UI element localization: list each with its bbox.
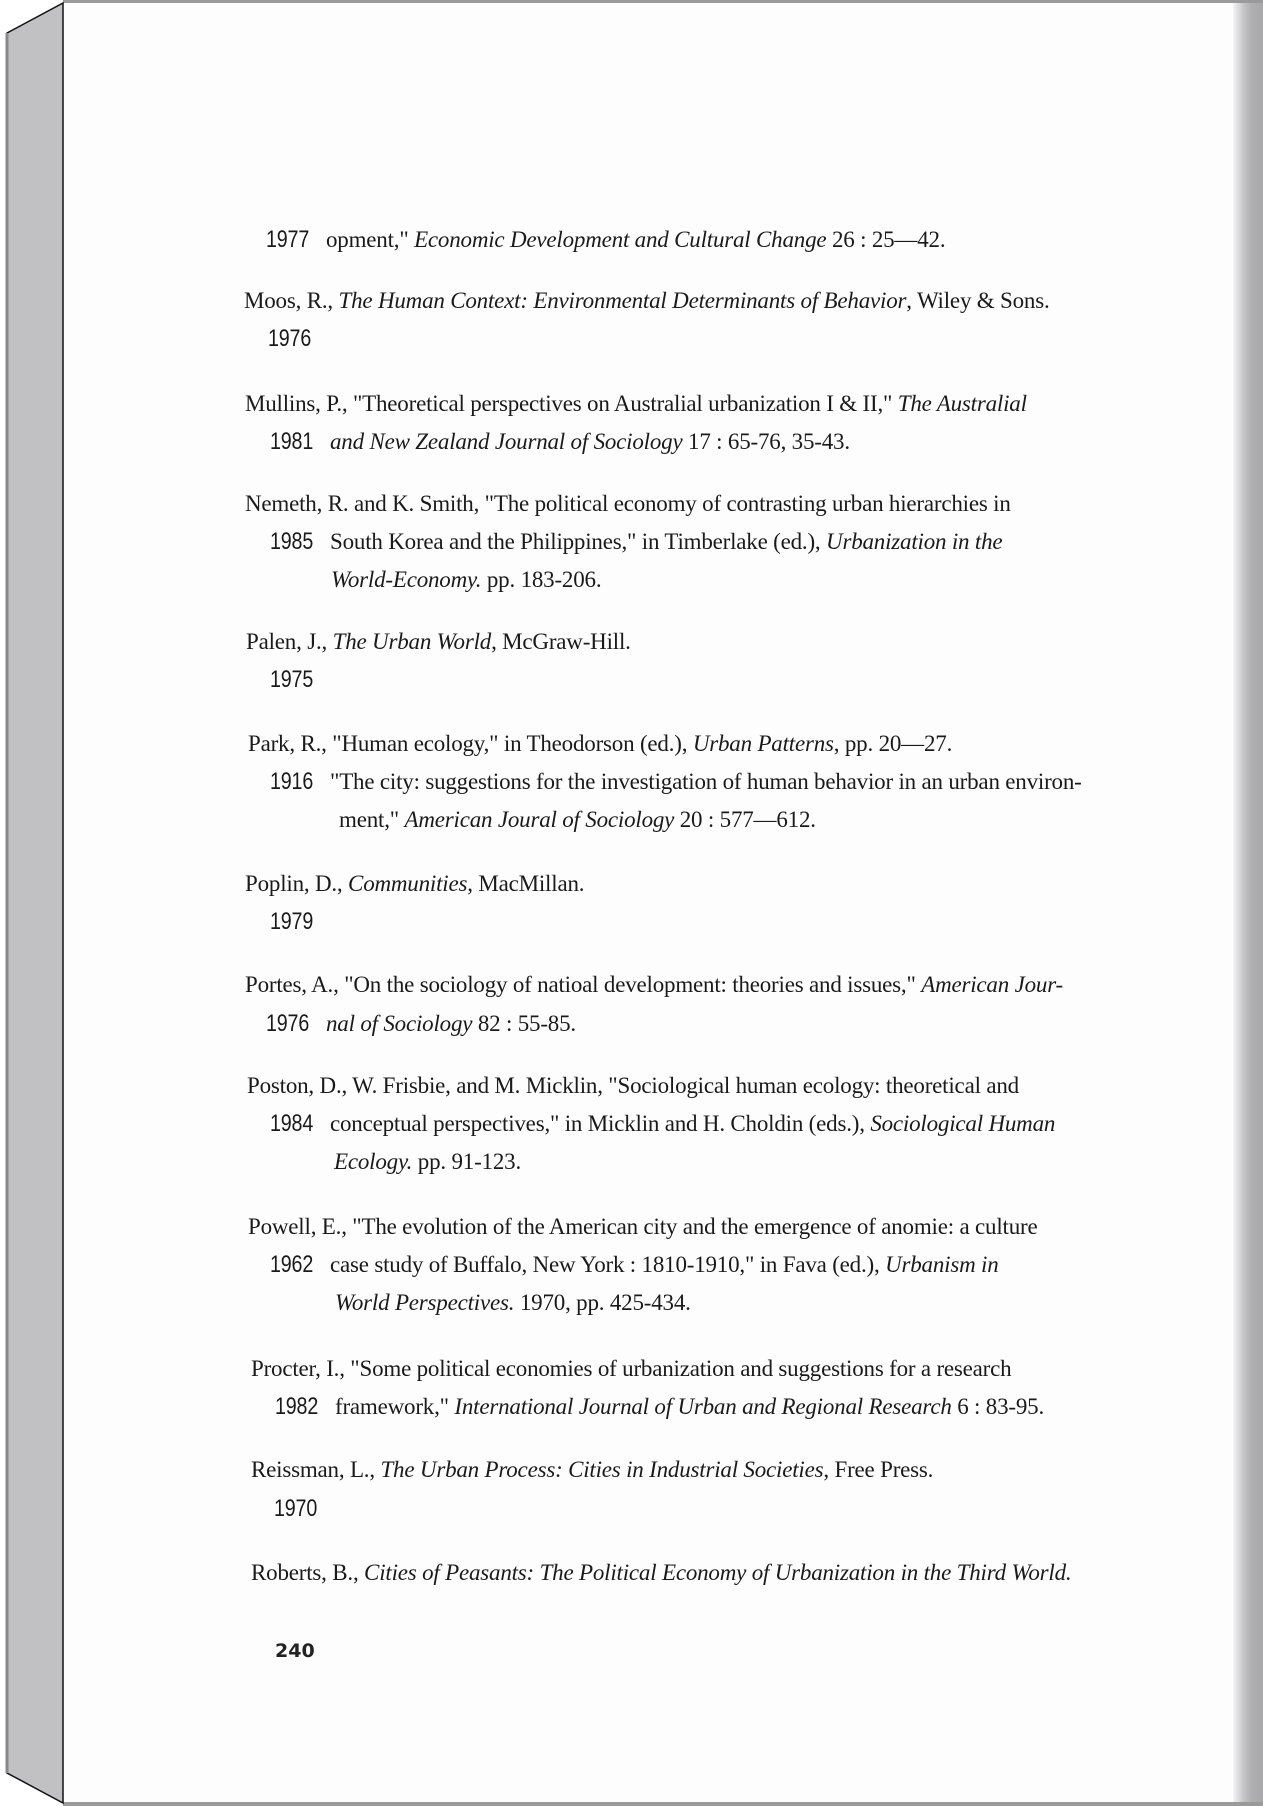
reference-line: [245, 390, 1027, 418]
book-frame-bottom-edge: [63, 1802, 1263, 1806]
reference-title-italic: Ecology.: [334, 1149, 413, 1174]
reference-text: , McGraw-Hill.: [491, 629, 631, 654]
reference-text: "The city: suggestions for the investigation of human behavior in an urban environ-: [330, 769, 1082, 794]
reference-line: [244, 287, 1050, 315]
reference-text: pp. 183-206.: [481, 567, 602, 592]
reference-text: 17 : 65-76, 35-43.: [682, 429, 850, 454]
reference-title-italic: American Joural of Sociology: [404, 807, 675, 832]
reference-text: South Korea and the Philippines," in Timberlake (ed.),: [330, 529, 827, 554]
reference-line: [245, 870, 584, 898]
reference-text: Nemeth, R. and K. Smith, "The political economy of contrasting urban hierarchies in: [245, 491, 1011, 516]
reference-title-italic: Economic Development and Cultural Change: [414, 227, 827, 252]
reference-line: [246, 628, 631, 656]
reference-title-italic: and New Zealand Journal of Sociology: [330, 429, 683, 454]
reference-title-italic: nal of Sociology: [326, 1011, 473, 1036]
reference-text: 1970, pp. 425-434.: [514, 1290, 691, 1315]
reference-text: 82 : 55-85.: [472, 1011, 576, 1036]
book-page-edge-shadow: [1233, 3, 1263, 1802]
reference-line: [247, 1072, 1019, 1100]
reference-text: Palen, J.,: [246, 629, 333, 654]
reference-year: 1985: [270, 528, 314, 555]
reference-text: Procter, I., "Some political economies of urbanization and suggestions for a research: [251, 1356, 1012, 1381]
reference-text: Reissman, L.,: [251, 1457, 381, 1482]
reference-line: [334, 1148, 521, 1176]
reference-text: Powell, E., "The evolution of the American city and the emergence of anomie: a culture: [248, 1214, 1038, 1239]
reference-year: 1970: [274, 1495, 318, 1522]
reference-line: [270, 1110, 1055, 1138]
reference-line: [331, 566, 601, 594]
reference-text: , Wiley & Sons.: [906, 288, 1050, 313]
reference-line: [266, 226, 945, 254]
reference-title-italic: World Perspectives.: [335, 1290, 515, 1315]
reference-year: 1976: [268, 325, 312, 352]
reference-year: 1982: [275, 1393, 319, 1420]
reference-line: [270, 768, 1082, 796]
reference-line: [245, 971, 1063, 999]
reference-title-italic: Urbanism in: [885, 1252, 999, 1277]
reference-title-italic: Cities of Peasants: The Political Economy of Urbanization in the Third World.: [364, 1560, 1072, 1585]
reference-title-italic: Sociological Human: [870, 1111, 1056, 1136]
reference-text: Roberts, B.,: [251, 1560, 365, 1585]
reference-line: [251, 1559, 1071, 1587]
reference-line: [335, 1289, 691, 1317]
reference-text: , Free Press.: [823, 1457, 934, 1482]
reference-title-italic: The Urban Process: Cities in Industrial Societies: [380, 1457, 824, 1482]
reference-line: [251, 1456, 933, 1484]
reference-title-italic: Urban Patterns: [692, 731, 834, 756]
book-spine: [0, 0, 64, 1806]
reference-text: conceptual perspectives," in Micklin and H. Choldin (eds.),: [330, 1111, 871, 1136]
reference-title-italic: Communities: [348, 871, 468, 896]
reference-line: [270, 428, 850, 456]
reference-line: [270, 908, 328, 936]
reference-title-italic: The Australial: [897, 391, 1027, 416]
reference-title-italic: International Journal of Urban and Regional Research: [454, 1394, 952, 1419]
reference-text: 20 : 577—612.: [674, 807, 816, 832]
reference-line: [248, 730, 952, 758]
reference-text: framework,": [335, 1394, 455, 1419]
reference-year: 1962: [270, 1251, 314, 1278]
reference-title-italic: The Human Context: Environmental Determinants of Behavior: [338, 288, 907, 313]
reference-text: case study of Buffalo, New York : 1810-1910," in Fava (ed.),: [330, 1252, 886, 1277]
reference-year: 1981: [270, 428, 314, 455]
reference-year: 1979: [270, 908, 314, 935]
reference-text: ment,": [339, 807, 405, 832]
reference-text: opment,": [326, 227, 415, 252]
reference-year: 1976: [266, 1010, 310, 1037]
document-page: [64, 3, 1233, 1802]
reference-text: Portes, A., "On the sociology of natioal development: theories and issues,": [245, 972, 922, 997]
reference-line: [270, 1251, 999, 1279]
reference-text: , pp. 20—27.: [833, 731, 953, 756]
reference-line: [248, 1213, 1037, 1241]
reference-text: 26 : 25—42.: [826, 227, 946, 252]
reference-line: [268, 325, 326, 353]
reference-line: [274, 1495, 332, 1523]
page-number: 240: [275, 1640, 315, 1662]
reference-line: [266, 1010, 576, 1038]
reference-title-italic: American Jour-: [921, 972, 1063, 997]
reference-year: 1975: [270, 666, 314, 693]
reference-text: Park, R., "Human ecology," in Theodorson (ed.),: [248, 731, 693, 756]
reference-line: [270, 528, 1002, 556]
reference-line: [270, 666, 328, 694]
reference-line: [275, 1393, 1044, 1421]
reference-year: 1916: [270, 768, 314, 795]
reference-line: [245, 490, 1011, 518]
reference-title-italic: World-Economy.: [331, 567, 482, 592]
reference-text: pp. 91-123.: [412, 1149, 522, 1174]
reference-line: [339, 806, 816, 834]
reference-title-italic: Urbanization in the: [826, 529, 1003, 554]
reference-year: 1984: [270, 1110, 314, 1137]
reference-text: Poplin, D.,: [245, 871, 349, 896]
reference-text: , MacMillan.: [467, 871, 585, 896]
reference-year: 1977: [266, 226, 310, 253]
reference-text: 6 : 83-95.: [951, 1394, 1044, 1419]
reference-title-italic: The Urban World: [332, 629, 492, 654]
reference-text: Poston, D., W. Frisbie, and M. Micklin, "Sociological human ecology: theoretical and: [247, 1073, 1019, 1098]
reference-text: Mullins, P., "Theoretical perspectives on Australial urbanization I & II,": [245, 391, 898, 416]
reference-line: [251, 1355, 1011, 1383]
reference-text: Moos, R.,: [244, 288, 339, 313]
